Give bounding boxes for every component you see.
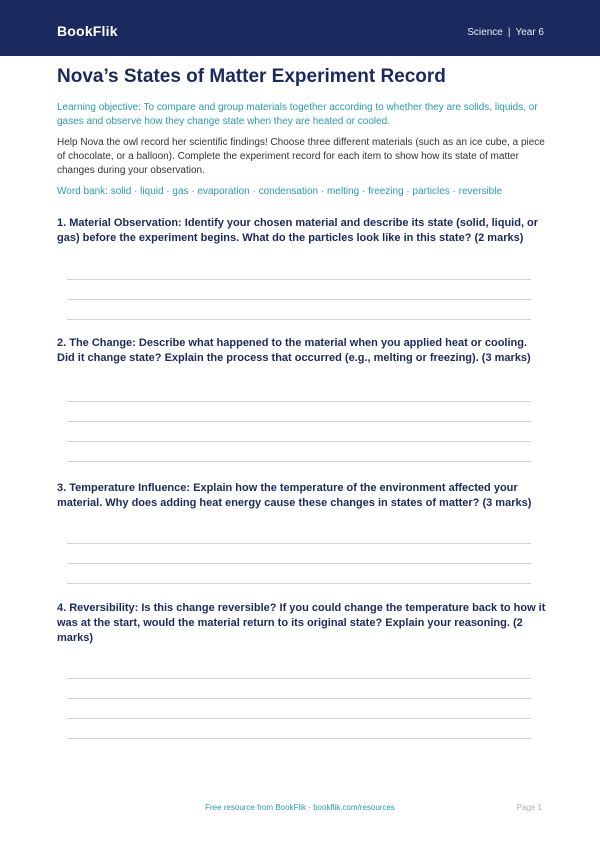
answer-line[interactable]	[67, 698, 531, 699]
answer-line[interactable]	[67, 299, 531, 300]
answer-line[interactable]	[67, 401, 531, 402]
intro-text: Help Nova the owl record her scientific findings! Choose three different materials (such as an ice cube, a piece of chocolate, or a balloon). Complete the experiment record for each item to show how its state of matter changes during your observation.	[57, 137, 545, 176]
word-bank: Word bank: solid · liquid · gas · evaporation · condensation · melting · freezing · particles · reversible	[57, 186, 503, 197]
learning-objective: Learning objective: To compare and group materials together according to whether they are solids, liquids, or gases and observe how they change state when they are heated or cooled.	[57, 102, 538, 127]
answer-line[interactable]	[67, 319, 531, 320]
question-2: 2. The Change: Describe what happened to the material when you applied heat or cooling. Did it change state? Explain the process that occurred (e.g., melting or freezing). (3 marks)	[57, 337, 531, 364]
question-3: 3. Temperature Influence: Explain how the temperature of the environment affected your material. Why does adding heat energy cause these changes in states of matter? (3 marks)	[57, 482, 532, 509]
answer-line[interactable]	[67, 461, 531, 462]
answer-line[interactable]	[67, 441, 531, 442]
answer-line[interactable]	[67, 563, 531, 564]
answer-line[interactable]	[67, 543, 531, 544]
answer-line[interactable]	[67, 738, 531, 739]
footer-resource-link[interactable]: Free resource from BookFlik · bookflik.com/resources	[205, 803, 395, 812]
answer-line[interactable]	[67, 421, 531, 422]
subject-year-label	[467, 27, 544, 38]
answer-line[interactable]	[67, 678, 531, 679]
question-1: 1. Material Observation: Identify your chosen material and describe its state (solid, liquid, or gas) before the experiment begins. What do the particles look like in this state? (2 marks)	[57, 217, 539, 244]
question-4: 4. Reversibility: Is this change reversible? If you could change the temperature back to how it was at the start, would the material return to its original state? Explain your reasoning. (2 marks)	[57, 602, 546, 644]
separator: |	[507, 27, 511, 38]
subject-label: Science	[467, 27, 503, 38]
year-label: Year 6	[515, 27, 544, 38]
page-header	[0, 0, 600, 56]
brand-logo-text: BookFlik	[57, 23, 118, 39]
worksheet-title: Nova’s States of Matter Experiment Record	[57, 66, 446, 87]
answer-line[interactable]	[67, 583, 531, 584]
page-number: Page 1	[516, 803, 542, 812]
answer-line[interactable]	[67, 718, 531, 719]
answer-line[interactable]	[67, 279, 531, 280]
